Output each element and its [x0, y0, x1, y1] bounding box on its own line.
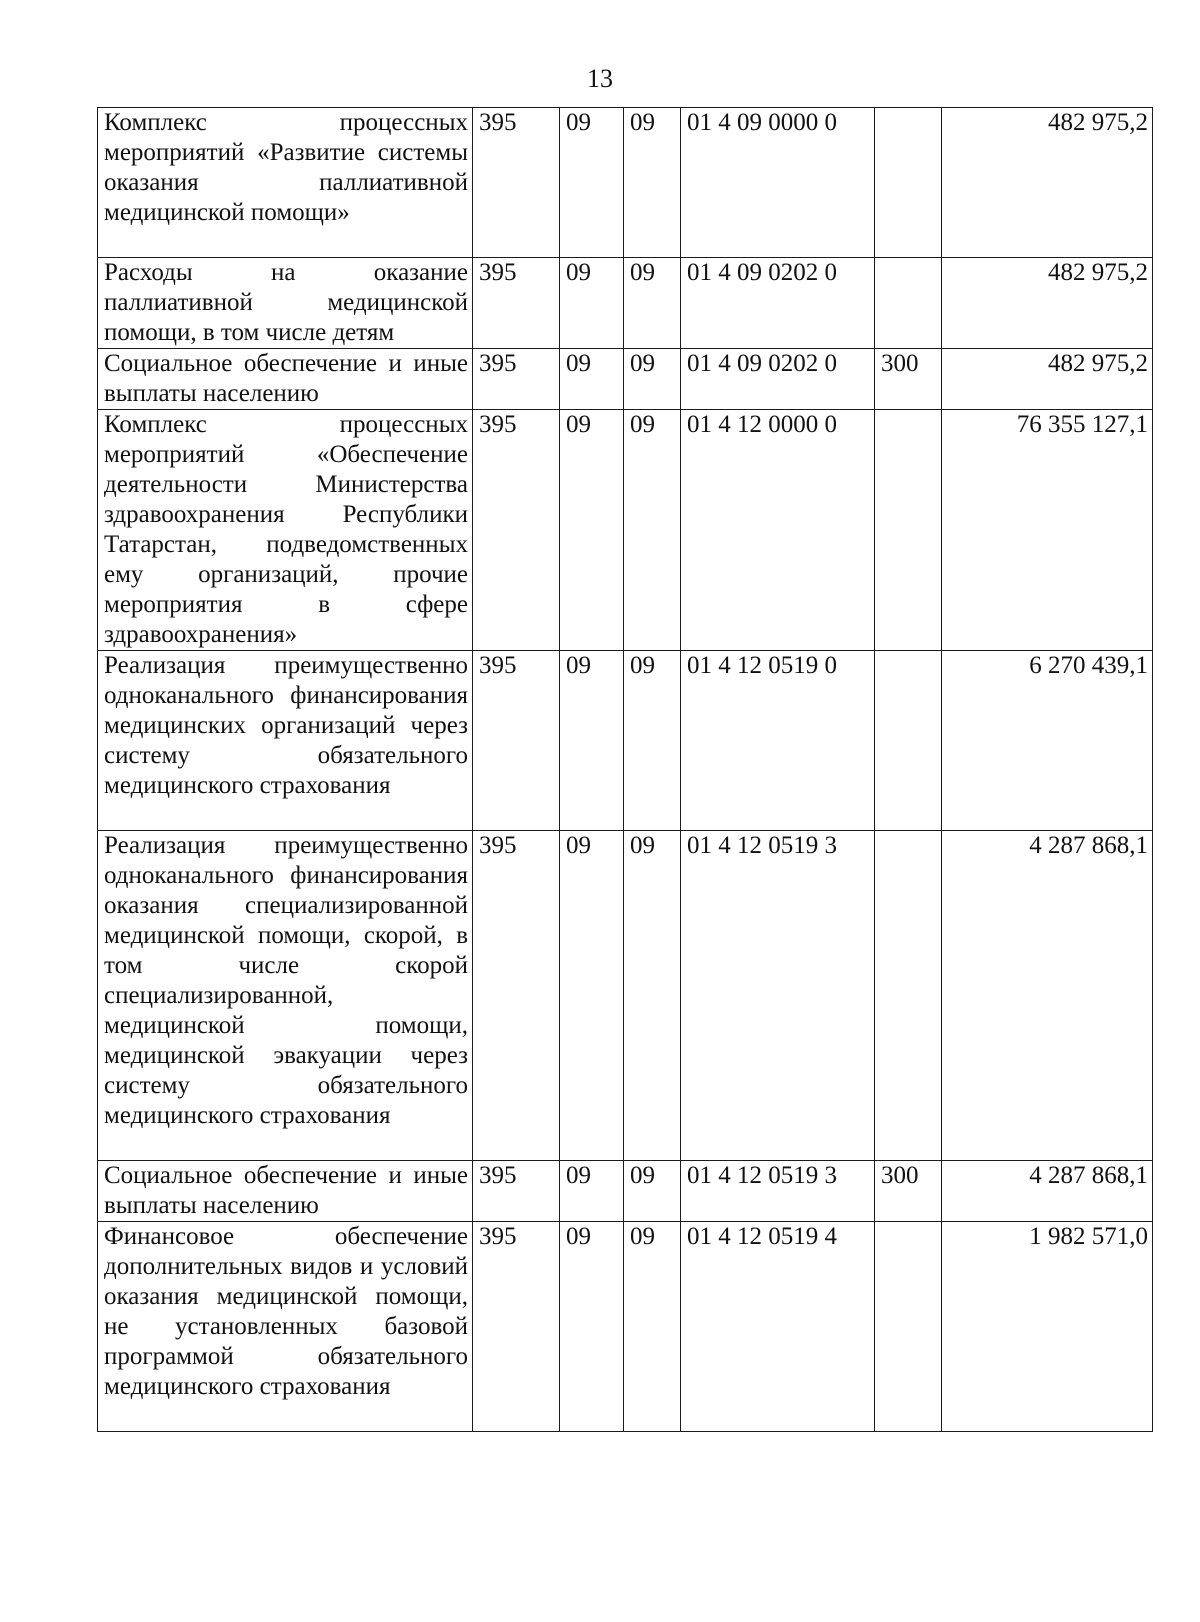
- row-name: Социальное обеспечение и иные выплаты населению: [104, 350, 468, 407]
- row-name: Финансовое обеспечение дополнительных видов и условий оказания медицинской помощи, не установленных базовой программой обязательного медицинского страхования: [104, 1223, 468, 1400]
- ministry-cell: 395: [473, 831, 560, 1161]
- amount-cell: 482 975,2: [942, 349, 1153, 410]
- ministry-cell: 395: [473, 651, 560, 831]
- row-name: Расходы на оказание паллиативной медицинской помощи, в том числе детям: [104, 259, 468, 346]
- table-row: [98, 651, 1153, 831]
- amount-cell: 1 982 571,0: [942, 1222, 1153, 1432]
- section-cell: 09: [560, 651, 624, 831]
- subsection-cell: 09: [624, 651, 681, 831]
- ministry-cell: 395: [473, 410, 560, 651]
- row-name: Реализация преимущественно одноканального финансирования оказания специализированной медицинской помощи, скорой, в том числе скорой специализированной, медицинской помощи, медицинской эвакуации через систему обязательного медицинского страхования: [104, 832, 468, 1129]
- amount-cell: 6 270 439,1: [942, 651, 1153, 831]
- expense-type-cell: 300: [875, 349, 942, 410]
- amount-cell: 482 975,2: [942, 258, 1153, 349]
- target-article-cell: 01 4 12 0519 4: [681, 1222, 875, 1432]
- section-cell: 09: [560, 349, 624, 410]
- expense-type-cell: 300: [875, 1161, 942, 1222]
- row-name-cell: [98, 108, 473, 258]
- amount-cell: 4 287 868,1: [942, 1161, 1153, 1222]
- amount-cell: 76 355 127,1: [942, 410, 1153, 651]
- section-cell: 09: [560, 1161, 624, 1222]
- row-name: Комплекс процессных мероприятий «Развитие системы оказания паллиативной медицинской помощи»: [104, 109, 468, 226]
- expense-type-cell: [875, 1222, 942, 1432]
- section-cell: 09: [560, 258, 624, 349]
- expense-type-cell: [875, 651, 942, 831]
- target-article-cell: 01 4 09 0000 0: [681, 108, 875, 258]
- target-article-cell: 01 4 12 0519 3: [681, 831, 875, 1161]
- table-row: [98, 349, 1153, 410]
- expense-type-cell: [875, 831, 942, 1161]
- table-row: [98, 108, 1153, 258]
- table-row: [98, 1222, 1153, 1432]
- subsection-cell: 09: [624, 410, 681, 651]
- expense-type-cell: [875, 108, 942, 258]
- budget-table: [97, 107, 1153, 1432]
- table-row: [98, 258, 1153, 349]
- amount-cell: 482 975,2: [942, 108, 1153, 258]
- subsection-cell: 09: [624, 349, 681, 410]
- table-row: [98, 410, 1153, 651]
- row-name-cell: [98, 410, 473, 651]
- row-name: Социальное обеспечение и иные выплаты населению: [104, 1162, 468, 1219]
- subsection-cell: 09: [624, 1222, 681, 1432]
- target-article-cell: 01 4 09 0202 0: [681, 258, 875, 349]
- target-article-cell: 01 4 12 0519 0: [681, 651, 875, 831]
- expense-type-cell: [875, 410, 942, 651]
- expense-type-cell: [875, 258, 942, 349]
- section-cell: 09: [560, 410, 624, 651]
- section-cell: 09: [560, 108, 624, 258]
- row-name-cell: [98, 831, 473, 1161]
- section-cell: 09: [560, 1222, 624, 1432]
- ministry-cell: 395: [473, 1222, 560, 1432]
- ministry-cell: 395: [473, 108, 560, 258]
- table-row: [98, 831, 1153, 1161]
- subsection-cell: 09: [624, 1161, 681, 1222]
- ministry-cell: 395: [473, 1161, 560, 1222]
- table-row: [98, 1161, 1153, 1222]
- budget-table-body: [98, 108, 1153, 1432]
- subsection-cell: 09: [624, 831, 681, 1161]
- row-name-cell: [98, 1222, 473, 1432]
- section-cell: 09: [560, 831, 624, 1161]
- target-article-cell: 01 4 12 0000 0: [681, 410, 875, 651]
- ministry-cell: 395: [473, 349, 560, 410]
- subsection-cell: 09: [624, 258, 681, 349]
- subsection-cell: 09: [624, 108, 681, 258]
- amount-cell: 4 287 868,1: [942, 831, 1153, 1161]
- row-name: Реализация преимущественно одноканального финансирования медицинских организаций через систему обязательного медицинского страхования: [104, 652, 468, 799]
- ministry-cell: 395: [473, 258, 560, 349]
- target-article-cell: 01 4 09 0202 0: [681, 349, 875, 410]
- page-number: 13: [587, 64, 613, 93]
- target-article-cell: 01 4 12 0519 3: [681, 1161, 875, 1222]
- row-name-cell: [98, 258, 473, 349]
- row-name-cell: [98, 349, 473, 410]
- row-name-cell: [98, 651, 473, 831]
- row-name: Комплекс процессных мероприятий «Обеспечение деятельности Министерства здравоохранения Республики Татарстан, подведомственных ему организаций, прочие мероприятия в сфере здравоохранения»: [104, 411, 468, 648]
- row-name-cell: [98, 1161, 473, 1222]
